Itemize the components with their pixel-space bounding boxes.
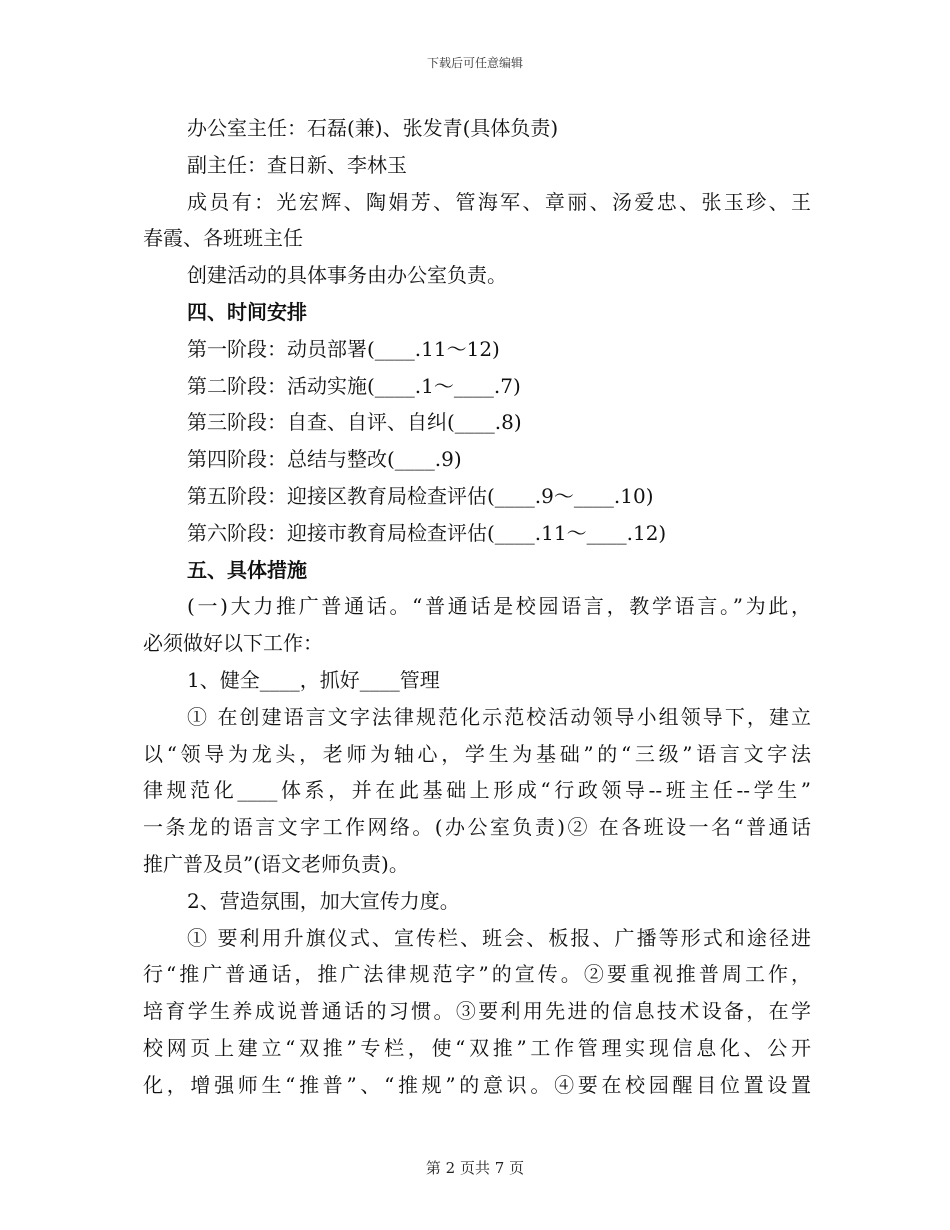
text-line: ① 在创建语言文字法律规范化示范校活动领导小组领导下，建立 bbox=[187, 704, 811, 729]
text-line: 2、营造氛围，加大宣传力度。 bbox=[187, 888, 460, 913]
text-line: 创建活动的具体事务由办公室负责。 bbox=[187, 263, 507, 288]
text-line: 律规范化____体系，并在此基础上形成“行政领导--班主任--学生” bbox=[143, 778, 811, 803]
section-heading: 五、具体措施 bbox=[187, 557, 307, 582]
text-line: 以“领导为龙头，老师为轴心，学生为基础”的“三级”语言文字法 bbox=[143, 741, 811, 766]
text-line: 培育学生养成说普通话的习惯。③要利用先进的信息技术设备，在学 bbox=[143, 999, 811, 1024]
text-line: ① 要利用升旗仪式、宣传栏、班会、板报、广播等形式和途径进 bbox=[187, 925, 811, 950]
text-line: 化，增强师生“推普”、“推规”的意识。④要在校园醒目位置设置 bbox=[143, 1072, 811, 1097]
page-footer: 第 2 页共 7 页 bbox=[425, 1159, 525, 1177]
text-line: 第一阶段：动员部署(____.11～12) bbox=[187, 336, 500, 361]
text-line: 第二阶段：活动实施(____.1～____.7) bbox=[187, 373, 521, 398]
text-line: 必须做好以下工作： bbox=[143, 631, 323, 656]
text-line: 第六阶段：迎接市教育局检查评估(____.11～____.12) bbox=[187, 520, 667, 545]
text-line: 成员有：光宏辉、陶娟芳、管海军、章丽、汤爱忠、张玉珍、王 bbox=[187, 189, 811, 214]
text-line: 行“推广普通话，推广法律规范字”的宣传。②要重视推普周工作， bbox=[143, 962, 811, 987]
text-line: 校网页上建立“双推”专栏，使“双推”工作管理实现信息化、公开 bbox=[143, 1035, 811, 1060]
section-heading: 四、时间安排 bbox=[187, 299, 307, 324]
text-line: 1、健全____，抓好____管理 bbox=[187, 667, 440, 692]
text-line: 春霞、各班班主任 bbox=[143, 226, 303, 251]
text-line: 第四阶段：总结与整改(____.9) bbox=[187, 447, 462, 472]
text-line: 副主任：查日新、李林玉 bbox=[187, 152, 407, 177]
text-line: 一条龙的语言文字工作网络。(办公室负责)② 在各班设一名“普通话 bbox=[143, 815, 811, 840]
text-line: 推广普及员”(语文老师负责)。 bbox=[143, 851, 409, 876]
text-line: 办公室主任：石磊(兼)、张发青(具体负责) bbox=[187, 116, 559, 140]
text-line: 第五阶段：迎接区教育局检查评估(____.9～____.10) bbox=[187, 483, 654, 508]
text-line: (一)大力推广普通话。“普通话是校园语言，教学语言。”为此， bbox=[187, 594, 811, 619]
text-line: 第三阶段：自查、自评、自纠(____.8) bbox=[187, 410, 522, 435]
page-header: 下载后可任意编辑 bbox=[426, 56, 523, 70]
document-body bbox=[143, 110, 811, 1104]
